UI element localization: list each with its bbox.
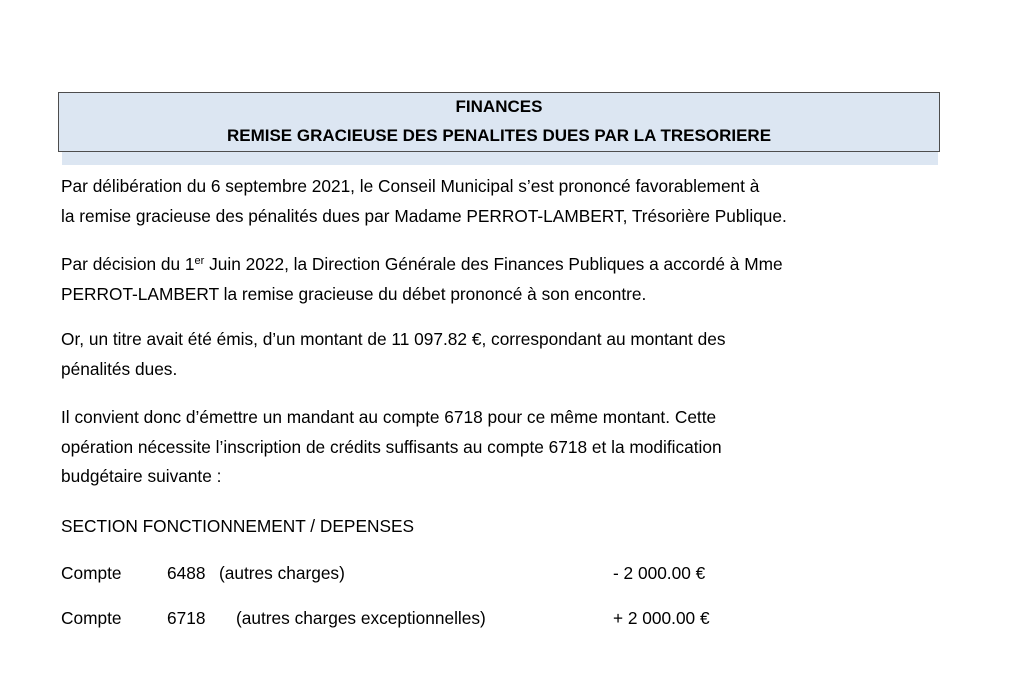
account-number: 6718 [167, 608, 206, 628]
section-title: SECTION FONCTIONNEMENT / DEPENSES [61, 516, 415, 536]
paragraph-line: la remise gracieuse des pénalités dues par Madame PERROT-LAMBERT, Trésorière Publique. [61, 205, 787, 226]
header-subtitle: REMISE GRACIEUSE DES PENALITES DUES PAR LA TRESORIERE [226, 126, 772, 145]
header-box [58, 92, 940, 152]
paragraph-decision [61, 250, 941, 309]
paragraph-line: Or, un titre avait été émis, d’un montant de 11 097.82 €, correspondant au montant des [61, 329, 726, 349]
account-number: 6488 [167, 563, 206, 583]
paragraph-line: pénalités dues. [61, 358, 178, 379]
paragraph-titre [61, 325, 941, 384]
ordinal-superscript: er [194, 255, 205, 267]
paragraph-line: opération nécessite l’inscription de crédits suffisants au compte 6718 et la modification [61, 436, 722, 457]
paragraph-line: Par délibération du 6 septembre 2021, le Conseil Municipal s’est prononcé favorablement à [61, 176, 760, 196]
account-label: Compte [61, 563, 122, 583]
account-amount: + 2 000.00 € [613, 608, 710, 628]
paragraph-deliberation [61, 172, 941, 231]
header-title: FINANCES [455, 97, 543, 116]
account-description: (autres charges) [219, 563, 345, 583]
paragraph-line: budgétaire suivante : [61, 466, 222, 486]
account-label: Compte [61, 608, 122, 628]
account-amount: - 2 000.00 € [613, 563, 706, 583]
paragraph-mandat [61, 403, 941, 492]
paragraph-line: PERROT-LAMBERT la remise gracieuse du débet prononcé à son encontre. [61, 283, 647, 304]
account-row [61, 559, 761, 588]
account-row [61, 604, 761, 633]
paragraph-line: Il convient donc d’émettre un mandant au compte 6718 pour ce même montant. Cette [61, 407, 717, 427]
text-segment: Juin 2022, la Direction Générale des Finances Publiques a accordé à Mme [204, 254, 783, 274]
account-description: (autres charges exceptionnelles) [236, 608, 486, 628]
paragraph-line [61, 250, 941, 280]
text-segment: Par décision du 1 [61, 254, 195, 274]
header-shadow [62, 151, 938, 165]
